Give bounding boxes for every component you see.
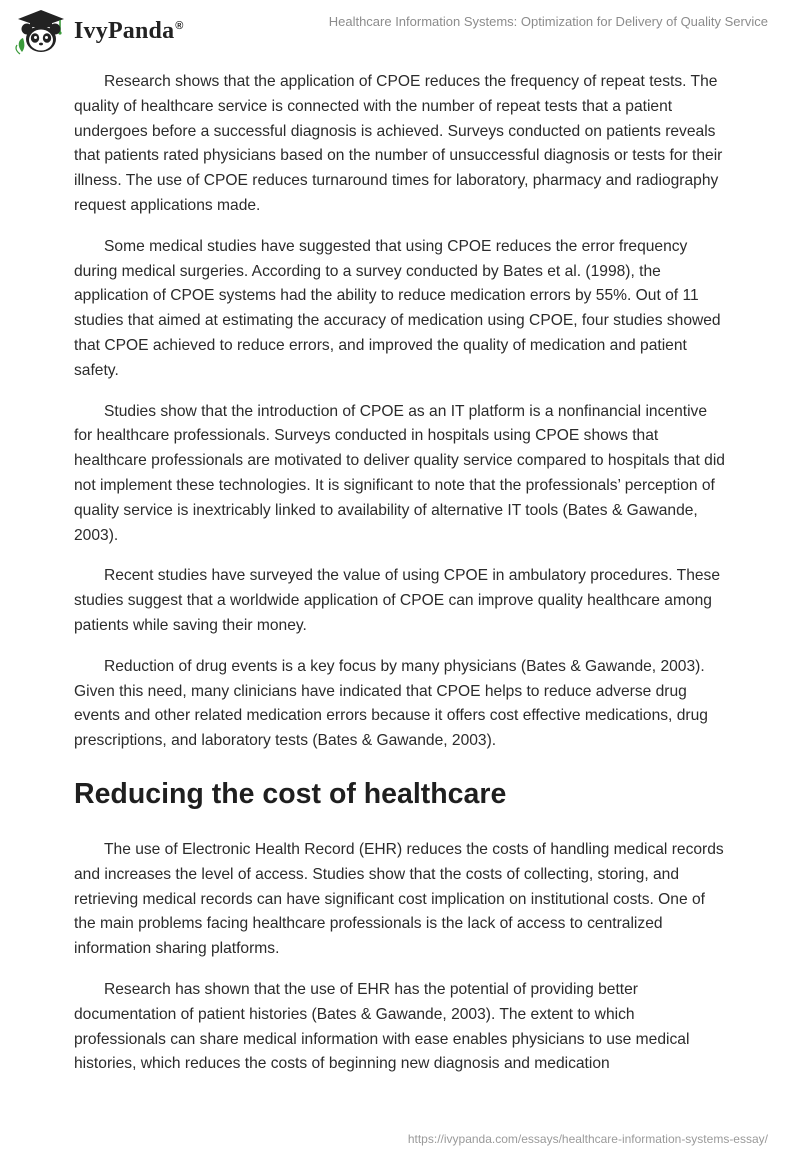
document-title: Healthcare Information Systems: Optimization for Delivery of Quality Service xyxy=(328,14,768,29)
paragraph: Recent studies have surveyed the value of using CPOE in ambulatory procedures. These studies suggest that a worldwide application of CPOE can improve quality healthcare among patients while saving their money. xyxy=(74,567,721,634)
brand-name: IvyPanda® xyxy=(74,17,184,44)
ivypanda-logo[interactable] xyxy=(14,8,184,56)
paragraph: Studies show that the introduction of CPOE as an IT platform is a nonfinancial incentive for healthcare professionals. Surveys conducted in hospitals using CPOE shows that healthcare professionals are motivated to deliver quality service compared to hospitals that did not implement these technologies. It is significant to note that the professionals’ perception of quality service is inextricably linked to availability of alternative IT tools (Bates & Gawande, 2003). xyxy=(74,402,725,544)
panda-graduate-icon xyxy=(14,8,68,56)
paragraph: Research has shown that the use of EHR has the potential of providing better documentation of patient histories (Bates & Gawande, 2003). The extent to which professionals can share medical information with ease enables physicians to use medical histories, which reduces the costs of beginning new diagnosis and medication xyxy=(74,980,690,1073)
paragraph: Reduction of drug events is a key focus by many physicians (Bates & Gawande, 2003). Given this need, many clinicians have indicated that CPOE helps to reduce adverse drug events and other related medication errors because it offers cost effective medications, drug prescriptions, and laboratory tests (Bates & Gawande, 2003). xyxy=(74,657,708,750)
source-url[interactable]: https://ivypanda.com/essays/healthcare-information-systems-essay/ xyxy=(407,1132,768,1146)
paragraph: Research shows that the application of CPOE reduces the frequency of repeat tests. The quality of healthcare service is connected with the number of repeat tests that a patient undergoes before a successful diagnosis is achieved. Surveys conducted on patients reveals that patients rated physicians based on the number of unsuccessful diagnosis or tests for their illness. The use of CPOE reduces turnaround times for laboratory, pharmacy and radiography request applications made. xyxy=(74,73,723,214)
paragraph: Some medical studies have suggested that using CPOE reduces the error frequency during medical surgeries. According to a survey conducted by Bates et al. (1998), the application of CPOE systems had the ability to reduce medication errors by 55%. Out of 11 studies that aimed at estimating the accuracy of medication using CPOE, four studies showed that CPOE achieved to reduce errors, and improved the quality of medication and patient safety. xyxy=(74,237,721,379)
page-header xyxy=(0,0,800,62)
section-heading: Reducing the cost of healthcare xyxy=(74,777,507,810)
essay-body xyxy=(74,70,729,1093)
paragraph: The use of Electronic Health Record (EHR) reduces the costs of handling medical records and increases the level of access. Studies show that the costs of collecting, storing, and retrieving medical records can have significant cost implication on institutional costs. One of the main problems facing healthcare professionals is the lack of access to centralized information sharing platforms. xyxy=(74,840,724,958)
registered-mark: ® xyxy=(175,19,184,32)
